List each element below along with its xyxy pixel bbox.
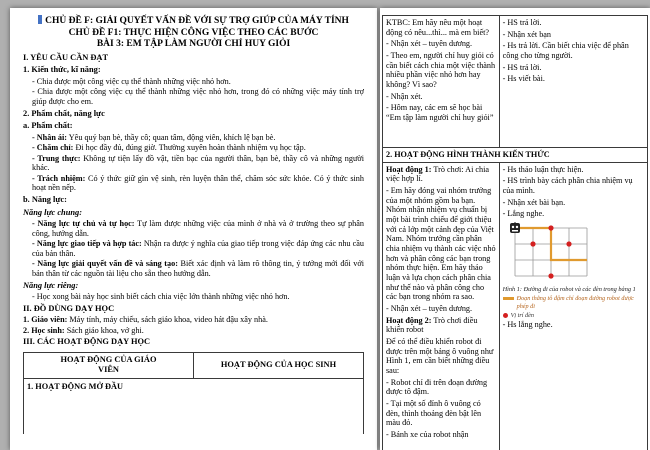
paragraph: - Robot chỉ đi trên đoạn đường được tô đậm. xyxy=(386,377,488,397)
paragraph: - Nhận xét – tuyên dương. xyxy=(386,39,473,49)
paragraph: - Hs thảo luận thực hiện. xyxy=(502,164,584,174)
pham-chat-item: - Trách nhiệm: Có ý thức giữ gìn vệ sinh, rèn luyện thân thể, chăm sóc sức khỏe. Có ý thức sinh hoạt nền nếp. xyxy=(32,173,364,193)
section-nang-luc-chung: Năng lực chung: xyxy=(23,207,82,217)
robot-icon xyxy=(510,222,520,233)
nang-luc-item: - Năng lực giải quyết vấn đề và sáng tạo: Biết xác định và làm rõ thông tin, ý tưởng mới đối với bản thân từ các nguồn tài liệu cho sẵn theo hướng dẫn. xyxy=(32,259,365,279)
paragraph: - Nhận xét bạn xyxy=(502,29,552,39)
paragraph: - Hôm nay, các em sẽ học bài “Em tập làm người chỉ huy giỏi” xyxy=(386,103,494,123)
col-header-giao-vien: HOẠT ĐỘNG CỦA GIÁO VIÊN xyxy=(24,352,194,378)
lamp-dot xyxy=(548,225,553,230)
section-pham-chat-nang-luc: 2. Phẩm chất, năng lực xyxy=(23,108,105,118)
doc-heading-bai-3: BÀI 3: EM TẬP LÀM NGƯỜI CHỈ HUY GIỎI xyxy=(96,39,291,50)
section-do-dung: II. ĐỒ DÙNG DẠY HỌC xyxy=(23,303,115,313)
pham-chat-item: - Chăm chỉ: Đi học đầy đủ, đúng giờ. Thường xuyên hoàn thành nhiệm vụ học tập. xyxy=(32,143,306,153)
paragraph: KTBC: Em hãy nêu một hoạt động có nêu...thì... mà em biết? xyxy=(386,18,489,37)
table-row-kienthuc xyxy=(383,162,648,450)
legend-item-bold-segment: Đoạn thẳng tô đậm chỉ đoạn đường robot được phép đi xyxy=(503,295,644,310)
paragraph: - Nhận xét. xyxy=(386,91,423,101)
paragraph: - Bánh xe của robot nhận xyxy=(386,430,469,440)
paragraph: - Chia được một công việc cụ thể thành những việc nhỏ hơn, trong đó có những việc máy tính trợ giúp được cho em. xyxy=(32,87,364,106)
lamp-dot xyxy=(530,241,535,246)
doc-heading-chu-de-text: CHỦ ĐỀ F: GIẢI QUYẾT VẤN ĐỀ VỚI SỰ TRỢ GIÚP CỦA MÁY TÍNH xyxy=(45,16,349,26)
paragraph: - Em hãy đóng vai nhóm trưởng của một nhóm gồm ba bạn. Nhóm nhận nhiệm vụ chuẩn bị một bài trình chiếu để giới thiệu với cả lớp một cảnh đẹp của Việt Nam. Nhóm trưởng cần phân chia nhiệm vụ thành các việc nhỏ hơn và phân công các bạn trong nhóm thực hiện. Em hãy thảo luận và lựa chọn cách phân chia như thế nào và phân công cho các bạn trong nhóm ra sao. xyxy=(386,186,496,302)
paragraph: - Hs lắng nghe. xyxy=(502,319,553,329)
activities-table-header xyxy=(23,352,364,435)
section-pham-chat: a. Phẩm chất: xyxy=(23,121,73,131)
doc-heading-chu-de xyxy=(23,15,364,28)
legend-lamp-marker xyxy=(503,313,508,318)
paragraph: - Nhận xét bài bạn. xyxy=(502,197,566,207)
do-dung-item: 1. Giáo viên: Máy tính, máy chiếu, sách giáo khoa, video hát đậu xây nhà. xyxy=(23,315,268,325)
text-cursor xyxy=(38,15,42,24)
table-header-row xyxy=(24,352,364,378)
hs-cell-kienthuc xyxy=(499,162,647,450)
activity-subtitle: Hoạt động 1: Trò chơi: Ai chia việc hợp lí. xyxy=(386,164,490,184)
section-nang-luc: b. Năng lực: xyxy=(23,195,67,205)
paragraph: - Tại một số đỉnh ô vuông có đèn, thình thoảng đèn bật lên màu đỏ. xyxy=(386,399,482,428)
table-row-warmup xyxy=(383,16,648,148)
activity-subtitle: Hoạt động 2: Trò chơi điều khiển robot xyxy=(386,315,478,335)
paragraph: Để có thể điều khiển robot đi được trên một bảng ô vuông như Hình 1, em cần biết những điều sau: xyxy=(386,337,494,376)
pham-chat-item: - Nhân ái: Yêu quý bạn bè, thầy cô; quan tâm, động viên, khích lệ bạn bè. xyxy=(32,132,276,142)
col-header-hoc-sinh: HOẠT ĐỘNG CỦA HỌC SINH xyxy=(194,352,364,378)
paragraph: - HS trả lời. xyxy=(502,18,542,27)
nang-luc-item: - Năng lực tự chủ và tự học: Tự làm được những việc của mình ở nhà và ở trường theo sự phân công, hướng dẫn. xyxy=(32,219,364,238)
robot-grid-image xyxy=(503,222,599,282)
paragraph: - HS trình bày cách phân chia nhiệm vụ của mình. xyxy=(502,176,633,196)
hs-cell-warmup xyxy=(499,16,647,148)
legend-bold-segment-marker xyxy=(503,297,514,300)
do-dung-item: 2. Học sinh: Sách giáo khoa, vở ghi. xyxy=(23,325,144,335)
section-yeu-cau: I. YÊU CẦU CẦN ĐẠT xyxy=(23,52,109,62)
paragraph: - Hs viết bài. xyxy=(502,74,545,84)
lamp-dot xyxy=(566,241,571,246)
robot-grid-figure xyxy=(503,222,644,320)
legend-item-lamp: Vị trí đèn xyxy=(503,312,644,319)
paragraph: - HS trả lời. xyxy=(502,62,542,72)
section-hoat-dong-day-hoc: III. CÁC HOẠT ĐỘNG DẠY HỌC xyxy=(23,337,151,347)
gv-cell-warmup xyxy=(383,16,500,148)
table-row xyxy=(24,378,364,434)
paragraph: - Theo em, người chỉ huy giỏi có cần biết cách chia một việc thành nhiều phần việc nhỏ hơn hay không? Vì sao? xyxy=(386,51,496,90)
nang-luc-item: - Năng lực giao tiếp và hợp tác: Nhận ra được ý nghĩa của giao tiếp trong việc đáp ứng các nhu cầu của bản thân. xyxy=(32,239,364,258)
lamp-dot xyxy=(548,273,553,278)
table-row-section xyxy=(383,148,648,163)
gv-cell-kienthuc xyxy=(383,162,500,450)
doc-heading-chu-de-f1: CHỦ ĐỀ F1: THỰC HIỆN CÔNG VIỆC THEO CÁC BƯỚC xyxy=(68,27,319,38)
paragraph: - Chia được một công việc cụ thể thành những việc nhỏ hơn. xyxy=(32,76,231,86)
activity-2-title-cell: 2. HOẠT ĐỘNG HÌNH THÀNH KIẾN THỨC xyxy=(383,148,648,163)
paragraph: - Nhận xét – tuyên dương. xyxy=(386,304,473,314)
page-right[interactable] xyxy=(380,8,650,450)
page-left[interactable] xyxy=(10,8,377,450)
paragraph: - Lắng nghe. xyxy=(502,209,545,219)
section-kien-thuc: 1. Kiến thức, kĩ năng: xyxy=(23,65,101,75)
section-nang-luc-rieng: Năng lực riêng: xyxy=(23,280,79,290)
nang-luc-rieng-item: - Học xong bài này học sinh biết cách chia việc lớn thành những việc nhỏ hơn. xyxy=(32,292,290,302)
figure-caption: Hình 1: Đường đi của robot và các đèn trong bảng 1 xyxy=(502,285,636,293)
activities-table xyxy=(382,15,648,450)
paragraph: - Hs trả lời. Cần biết chia việc để phân công cho từng người. xyxy=(502,41,629,61)
activity-1-title-cell: 1. HOẠT ĐỘNG MỞ ĐẦU xyxy=(24,378,364,434)
pham-chat-item: - Trung thực: Không tự tiện lấy đồ vật, tiền bạc của người thân, bạn bè, thầy cô và những người khác. xyxy=(32,153,364,173)
